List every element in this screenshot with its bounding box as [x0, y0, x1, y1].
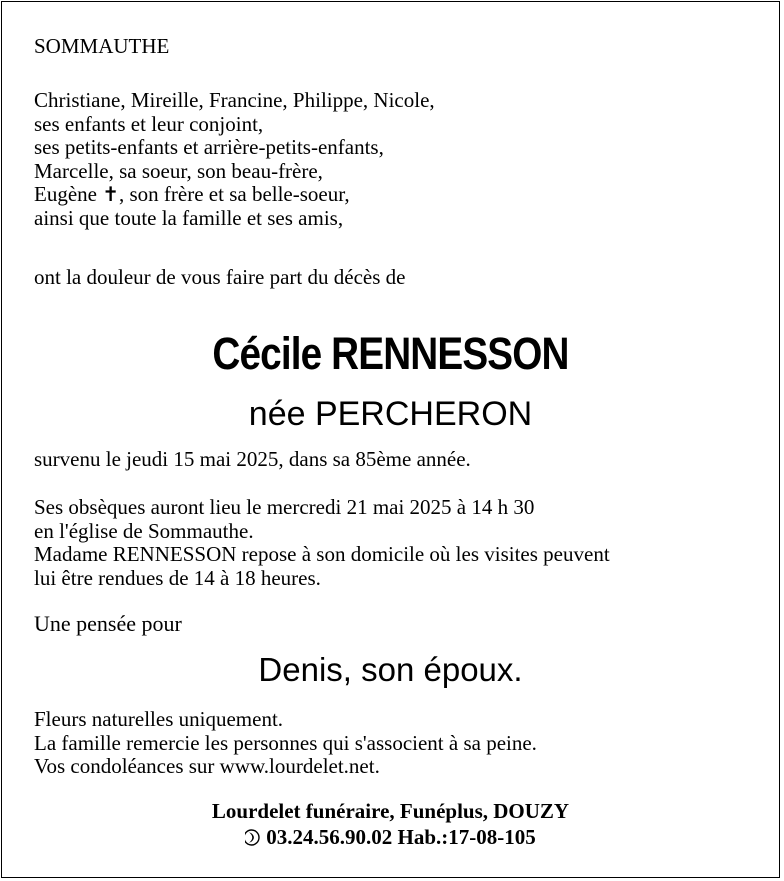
funeral-line: Ses obsèques auront lieu le mercredi 21 mai 2025 à 14 h 30 [34, 495, 535, 519]
closing-line: Vos condoléances sur www.lourdelet.net. [34, 754, 380, 778]
family-line: Marcelle, sa soeur, son beau-frère, [34, 158, 323, 183]
family-line: ainsi que toute la famille et ses amis, [34, 205, 344, 230]
announcement-text: ont la douleur de vous faire part du décès de [34, 265, 406, 289]
funeral-home-contact [2, 825, 779, 850]
funeral-line: Madame RENNESSON repose à son domicile où les visites peuvent [34, 542, 610, 566]
location-heading: SOMMAUTHE [34, 34, 170, 58]
family-line: ses petits-enfants et arrière-petits-enfants, [34, 135, 384, 159]
funeral-line: lui être rendues de 14 à 18 heures. [34, 565, 321, 590]
funeral-details [34, 496, 610, 590]
eugene-relation: , son frère et sa belle-soeur, [119, 182, 350, 206]
closing-notes [34, 708, 537, 779]
deceased-maiden-name: née PERCHERON [248, 395, 533, 433]
obituary-notice [1, 1, 780, 878]
death-date-text: survenu le jeudi 15 mai 2025, dans sa 85ème année. [34, 447, 471, 471]
phone-number: 03.24.56.90.02 Hab.:17-08-105 [266, 825, 536, 849]
funeral-line: en l'église de Sommauthe. [34, 518, 254, 543]
closing-line: La famille remercie les personnes qui s'associent à sa peine. [34, 730, 537, 755]
deceased-name: Cécile RENNESSON [212, 328, 569, 379]
funeral-home-name: Lourdelet funéraire, Funéplus, DOUZY [211, 799, 570, 823]
family-list [34, 89, 435, 230]
family-line: ses enfants et leur conjoint, [34, 111, 264, 136]
closing-line: Fleurs naturelles uniquement. [34, 707, 284, 731]
family-line: Christiane, Mireille, Francine, Philippe, Nicole, [34, 88, 435, 112]
family-line-eugene [34, 183, 435, 207]
phone-icon [245, 828, 260, 847]
memory-intro: Une pensée pour [34, 611, 182, 636]
eugene-name: Eugène [34, 182, 103, 206]
memory-person: Denis, son époux. [258, 651, 523, 688]
cross-icon: ✝ [102, 182, 119, 206]
